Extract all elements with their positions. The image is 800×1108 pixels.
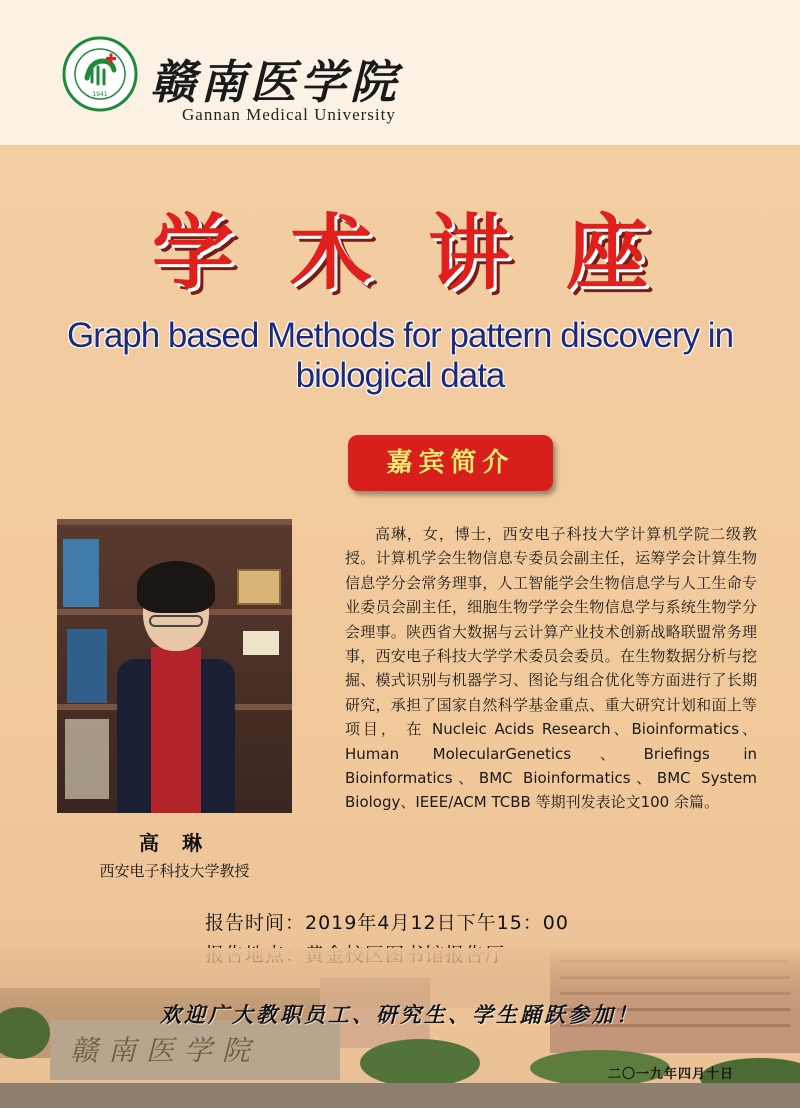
- school-name-cn: 赣南医学院: [150, 55, 400, 109]
- lecture-time: 报告时间：2019年4月12日下午15：00: [205, 912, 569, 934]
- logo-year: 1941: [92, 91, 108, 98]
- award-plaque: [243, 631, 279, 655]
- red-shirt: [151, 647, 201, 813]
- header-band: [0, 0, 800, 145]
- book-stack: [67, 629, 107, 703]
- guest-name: 高 琳: [139, 831, 210, 855]
- guest-affiliation: 西安电子科技大学教授: [99, 862, 250, 880]
- glasses-icon: [149, 615, 203, 627]
- book-stack: [63, 539, 99, 607]
- university-logo-icon: [62, 36, 138, 112]
- plaza-ground: [0, 1083, 800, 1108]
- issue-date: 二〇一九年四月十日: [608, 1067, 735, 1082]
- shelf-top: [57, 519, 292, 525]
- guest-photo: [57, 519, 292, 813]
- poster-title: 学术讲座: [151, 206, 704, 301]
- person-hair: [137, 561, 215, 613]
- shrubs: [360, 1039, 480, 1087]
- welcome-message: 欢迎广大教职员工、研究生、学生踊跃参加！: [160, 1002, 640, 1027]
- stone-sign-text: 赣南医学院: [70, 1034, 261, 1067]
- school-name-en: Gannan Medical University: [182, 105, 396, 124]
- guest-intro-label: 嘉宾简介: [348, 435, 553, 491]
- guest-bio: 高琳，女，博士，西安电子科技大学计算机学院二级教授。计算机学会生物信息专委员会副主任，运筹学会计算生物信息学分会常务理事，人工智能学会生物信息学与人工生命专业委员会副主任，细胞生物学学会生物信息学与系统生物学分会理事。陕西省大数据与云计算产业技术创新战略联盟常务理事，西安电子科技大学学术委员会委员。在生物数据分析与挖掘、模式识别与机器学习、图论与组合优化等方面进行了长期研究，承担了国家自然科学基金重点、重大研究计划和面上等项目， 在 Nucleic Acids Research、Bioinformatics、Human MolecularGenetics、Briefings in Bioinformatics、BMC Bioinformatics、BMC System Biology、IEEE/ACM TCBB 等期刊发表论文100 余篇。: [345, 525, 757, 812]
- lecture-subtitle: Graph based Methods for pattern discovery in biological data: [66, 316, 734, 395]
- cabinet-glass: [65, 719, 109, 799]
- framed-certificate: [237, 569, 281, 605]
